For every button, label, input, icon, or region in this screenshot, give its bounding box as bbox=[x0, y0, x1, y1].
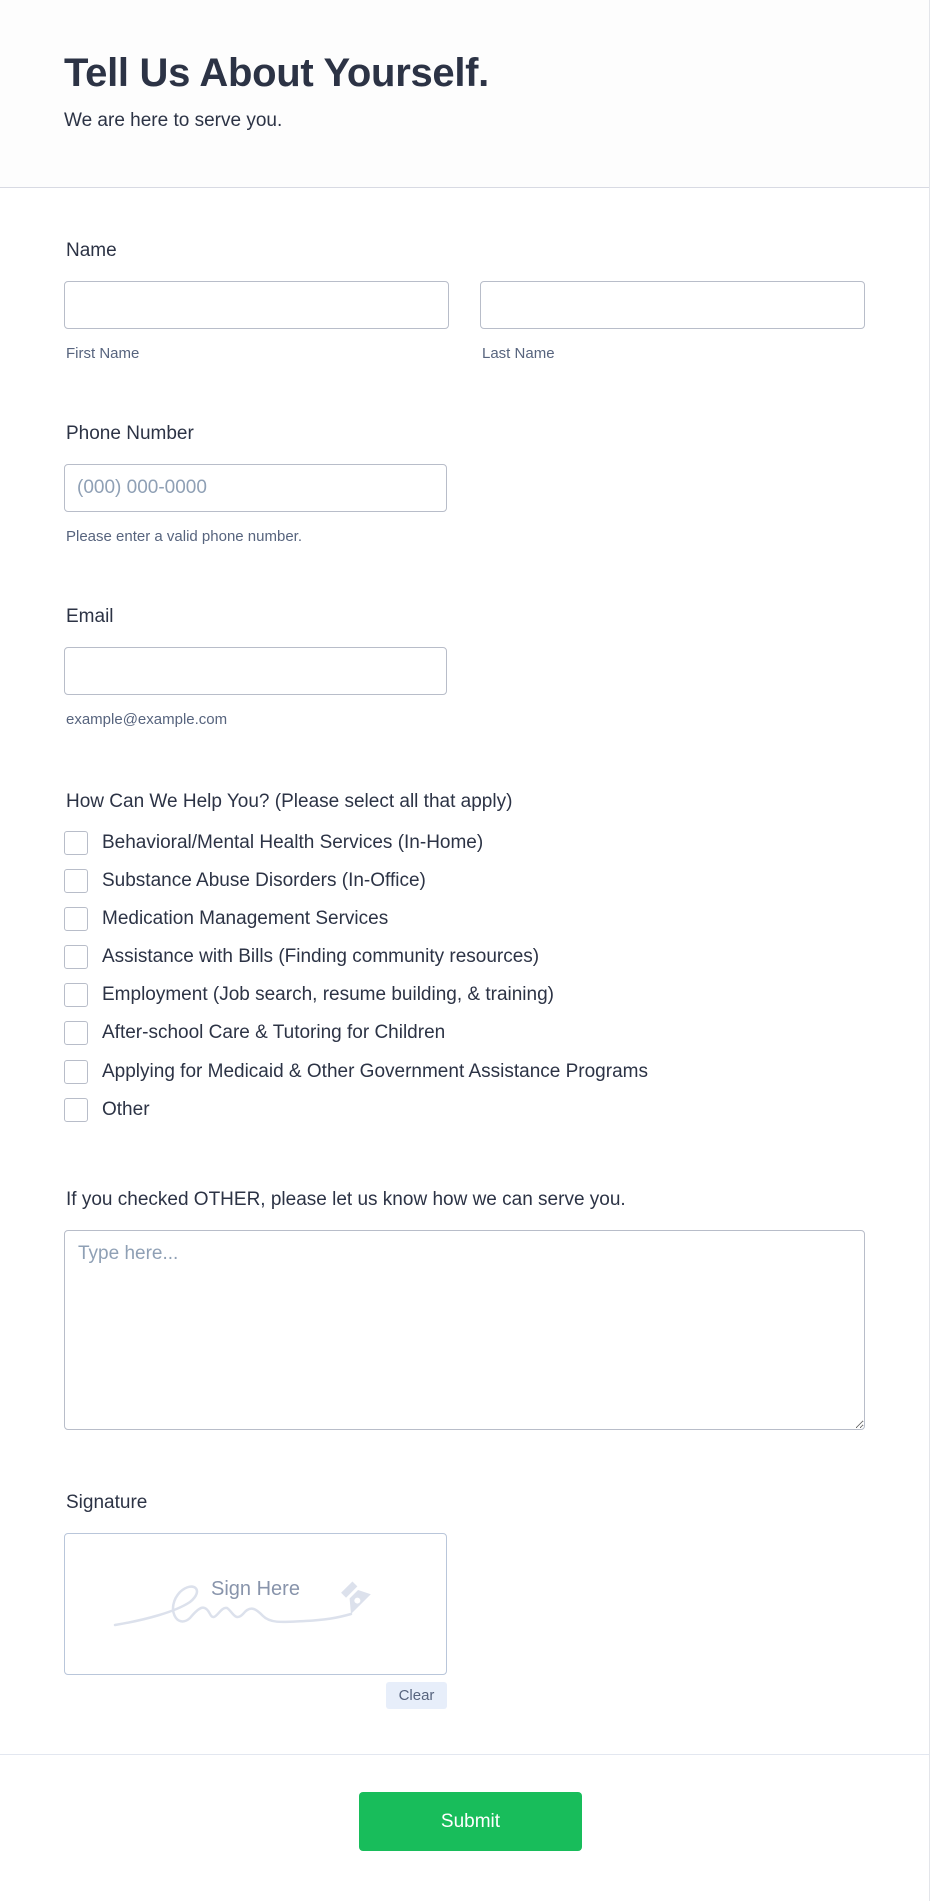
checkbox[interactable] bbox=[64, 869, 88, 893]
checkbox[interactable] bbox=[64, 1098, 88, 1122]
email-sublabel: example@example.com bbox=[66, 711, 228, 728]
checkbox[interactable] bbox=[64, 983, 88, 1007]
checkbox-label[interactable]: Employment (Job search, resume building, & training) bbox=[102, 984, 554, 1005]
phone-input[interactable] bbox=[64, 464, 447, 512]
signature-label: Signature bbox=[66, 1492, 148, 1513]
signature-squiggle-icon bbox=[65, 1534, 448, 1676]
checkbox-label[interactable]: Other bbox=[102, 1099, 150, 1120]
checkbox-option-bills-assistance[interactable] bbox=[64, 945, 539, 969]
email-input[interactable] bbox=[64, 647, 447, 695]
name-label: Name bbox=[66, 240, 117, 261]
signature-pad[interactable] bbox=[64, 1533, 447, 1675]
last-name-sublabel: Last Name bbox=[482, 345, 555, 362]
checkbox-option-employment[interactable] bbox=[64, 983, 554, 1007]
checkbox-option-other[interactable] bbox=[64, 1098, 150, 1122]
email-label: Email bbox=[66, 606, 114, 627]
checkbox-label[interactable]: Substance Abuse Disorders (In-Office) bbox=[102, 870, 426, 891]
checkbox-label[interactable]: After-school Care & Tutoring for Children bbox=[102, 1022, 446, 1043]
phone-label: Phone Number bbox=[66, 423, 194, 444]
checkbox[interactable] bbox=[64, 1021, 88, 1045]
checkbox-label[interactable]: Applying for Medicaid & Other Government Assistance Programs bbox=[102, 1061, 648, 1082]
footer-divider bbox=[0, 1754, 929, 1755]
checkbox-option-medication-management[interactable] bbox=[64, 907, 388, 931]
checkbox-option-behavioral-health[interactable] bbox=[64, 831, 483, 855]
checkbox-option-substance-abuse[interactable] bbox=[64, 869, 426, 893]
checkbox[interactable] bbox=[64, 1060, 88, 1084]
checkbox-label[interactable]: Behavioral/Mental Health Services (In-Home) bbox=[102, 832, 484, 853]
page-subtitle: We are here to serve you. bbox=[64, 110, 283, 131]
checkbox[interactable] bbox=[64, 945, 88, 969]
submit-button[interactable]: Submit bbox=[359, 1792, 582, 1851]
clear-signature-button[interactable]: Clear bbox=[386, 1682, 447, 1709]
first-name-sublabel: First Name bbox=[66, 345, 140, 362]
sign-here-hint: Sign Here bbox=[211, 1578, 300, 1600]
page-title: Tell Us About Yourself. bbox=[64, 51, 489, 95]
help-label: How Can We Help You? (Please select all that apply) bbox=[66, 791, 513, 812]
checkbox-option-after-school-care[interactable] bbox=[64, 1021, 445, 1045]
other-textarea[interactable] bbox=[64, 1230, 865, 1430]
other-label: If you checked OTHER, please let us know how we can serve you. bbox=[66, 1189, 626, 1210]
first-name-input[interactable] bbox=[64, 281, 449, 329]
pen-nib-icon bbox=[335, 1579, 370, 1614]
form-header bbox=[0, 0, 929, 188]
checkbox[interactable] bbox=[64, 907, 88, 931]
checkbox[interactable] bbox=[64, 831, 88, 855]
checkbox-label[interactable]: Medication Management Services bbox=[102, 908, 389, 929]
checkbox-label[interactable]: Assistance with Bills (Finding community resources) bbox=[102, 946, 540, 967]
last-name-input[interactable] bbox=[480, 281, 865, 329]
checkbox-option-medicaid[interactable] bbox=[64, 1060, 648, 1084]
phone-sublabel: Please enter a valid phone number. bbox=[66, 528, 302, 545]
